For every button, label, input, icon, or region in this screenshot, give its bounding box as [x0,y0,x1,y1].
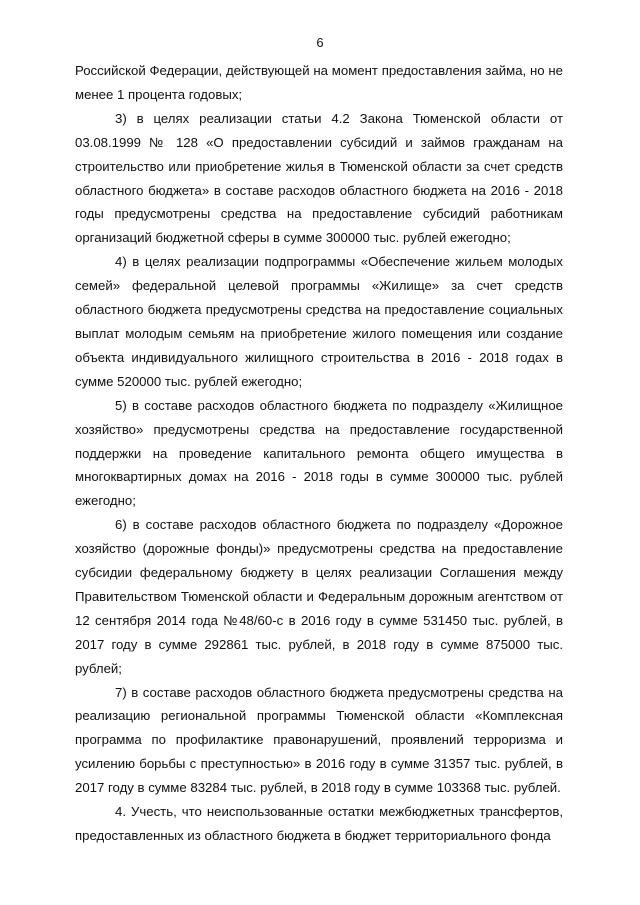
paragraph-item-3-housing-subsidies: 3) в целях реализации статьи 4.2 Закона Тюменской области от 03.08.1999 № 128 «О предоставлении субсидий и займов гражданам на строительство или приобретение жилья в Тюменской области за счет средств областного бюджета» в составе расходов областного бюджета на 2016 - 2018 годы предусмотрены средства на предоставление субсидий работникам организаций бюджетной сферы в сумме 300000 тыс. рублей ежегодно; [75,110,563,246]
paragraph-continuation: Российской Федерации, действующей на момент предоставления займа, но не менее 1 процента годовых; [75,63,563,102]
page-number: 6 [316,35,324,50]
paragraph-item-4-young-families: 4) в целях реализации подпрограммы «Обеспечение жильем молодых семей» федеральной целевой программы «Жилище» за счет средств областного бюджета предусмотрены средства на предоставление социальных выплат молодым семьям на приобретение жилого помещения или создание объекта индивидуального жилищного строительства в 2016 - 2018 годах в сумме 520000 тыс. рублей ежегодно; [75,254,563,389]
paragraph-section-4-transfers: 4. Учесть, что неиспользованные остатки межбюджетных трансфертов, предоставленных из областного бюджета в бюджет территориального фонда [75,804,563,843]
paragraph-item-7-crime-prevention: 7) в составе расходов областного бюджета предусмотрены средства на реализацию региональной программы Тюменской области «Комплексная программа по профилактике правонарушений, проявлений терроризма и усилению борьбы с преступностью» в 2016 году в сумме 31357 тыс. рублей, в 2017 году в сумме 83284 тыс. рублей, в 2018 году в сумме 103368 тыс. рублей. [75,684,563,796]
paragraph-item-6-road-fund: 6) в составе расходов областного бюджета по подразделу «Дорожное хозяйство (дорожные фонды)» предусмотрены средства на предоставление субсидии федеральному бюджету в целях реализации Соглашения между Правительством Тюменской области и Федеральным дорожным агентством от 12 сентября 2014 года №48/60-с в 2016 году в сумме 531450 тыс. рублей, в 2017 году в сумме 292861 тыс. рублей, в 2018 году в сумме 875000 тыс. рублей; [75,517,563,676]
document-body [75,59,563,848]
paragraph-item-5-capital-repair: 5) в составе расходов областного бюджета по подразделу «Жилищное хозяйство» предусмотрены средства на предоставление государственной поддержки на проведение капитального ремонта общего имущества в многоквартирных домах на 2016 - 2018 годы в сумме 300000 тыс. рублей ежегодно; [75,397,563,509]
